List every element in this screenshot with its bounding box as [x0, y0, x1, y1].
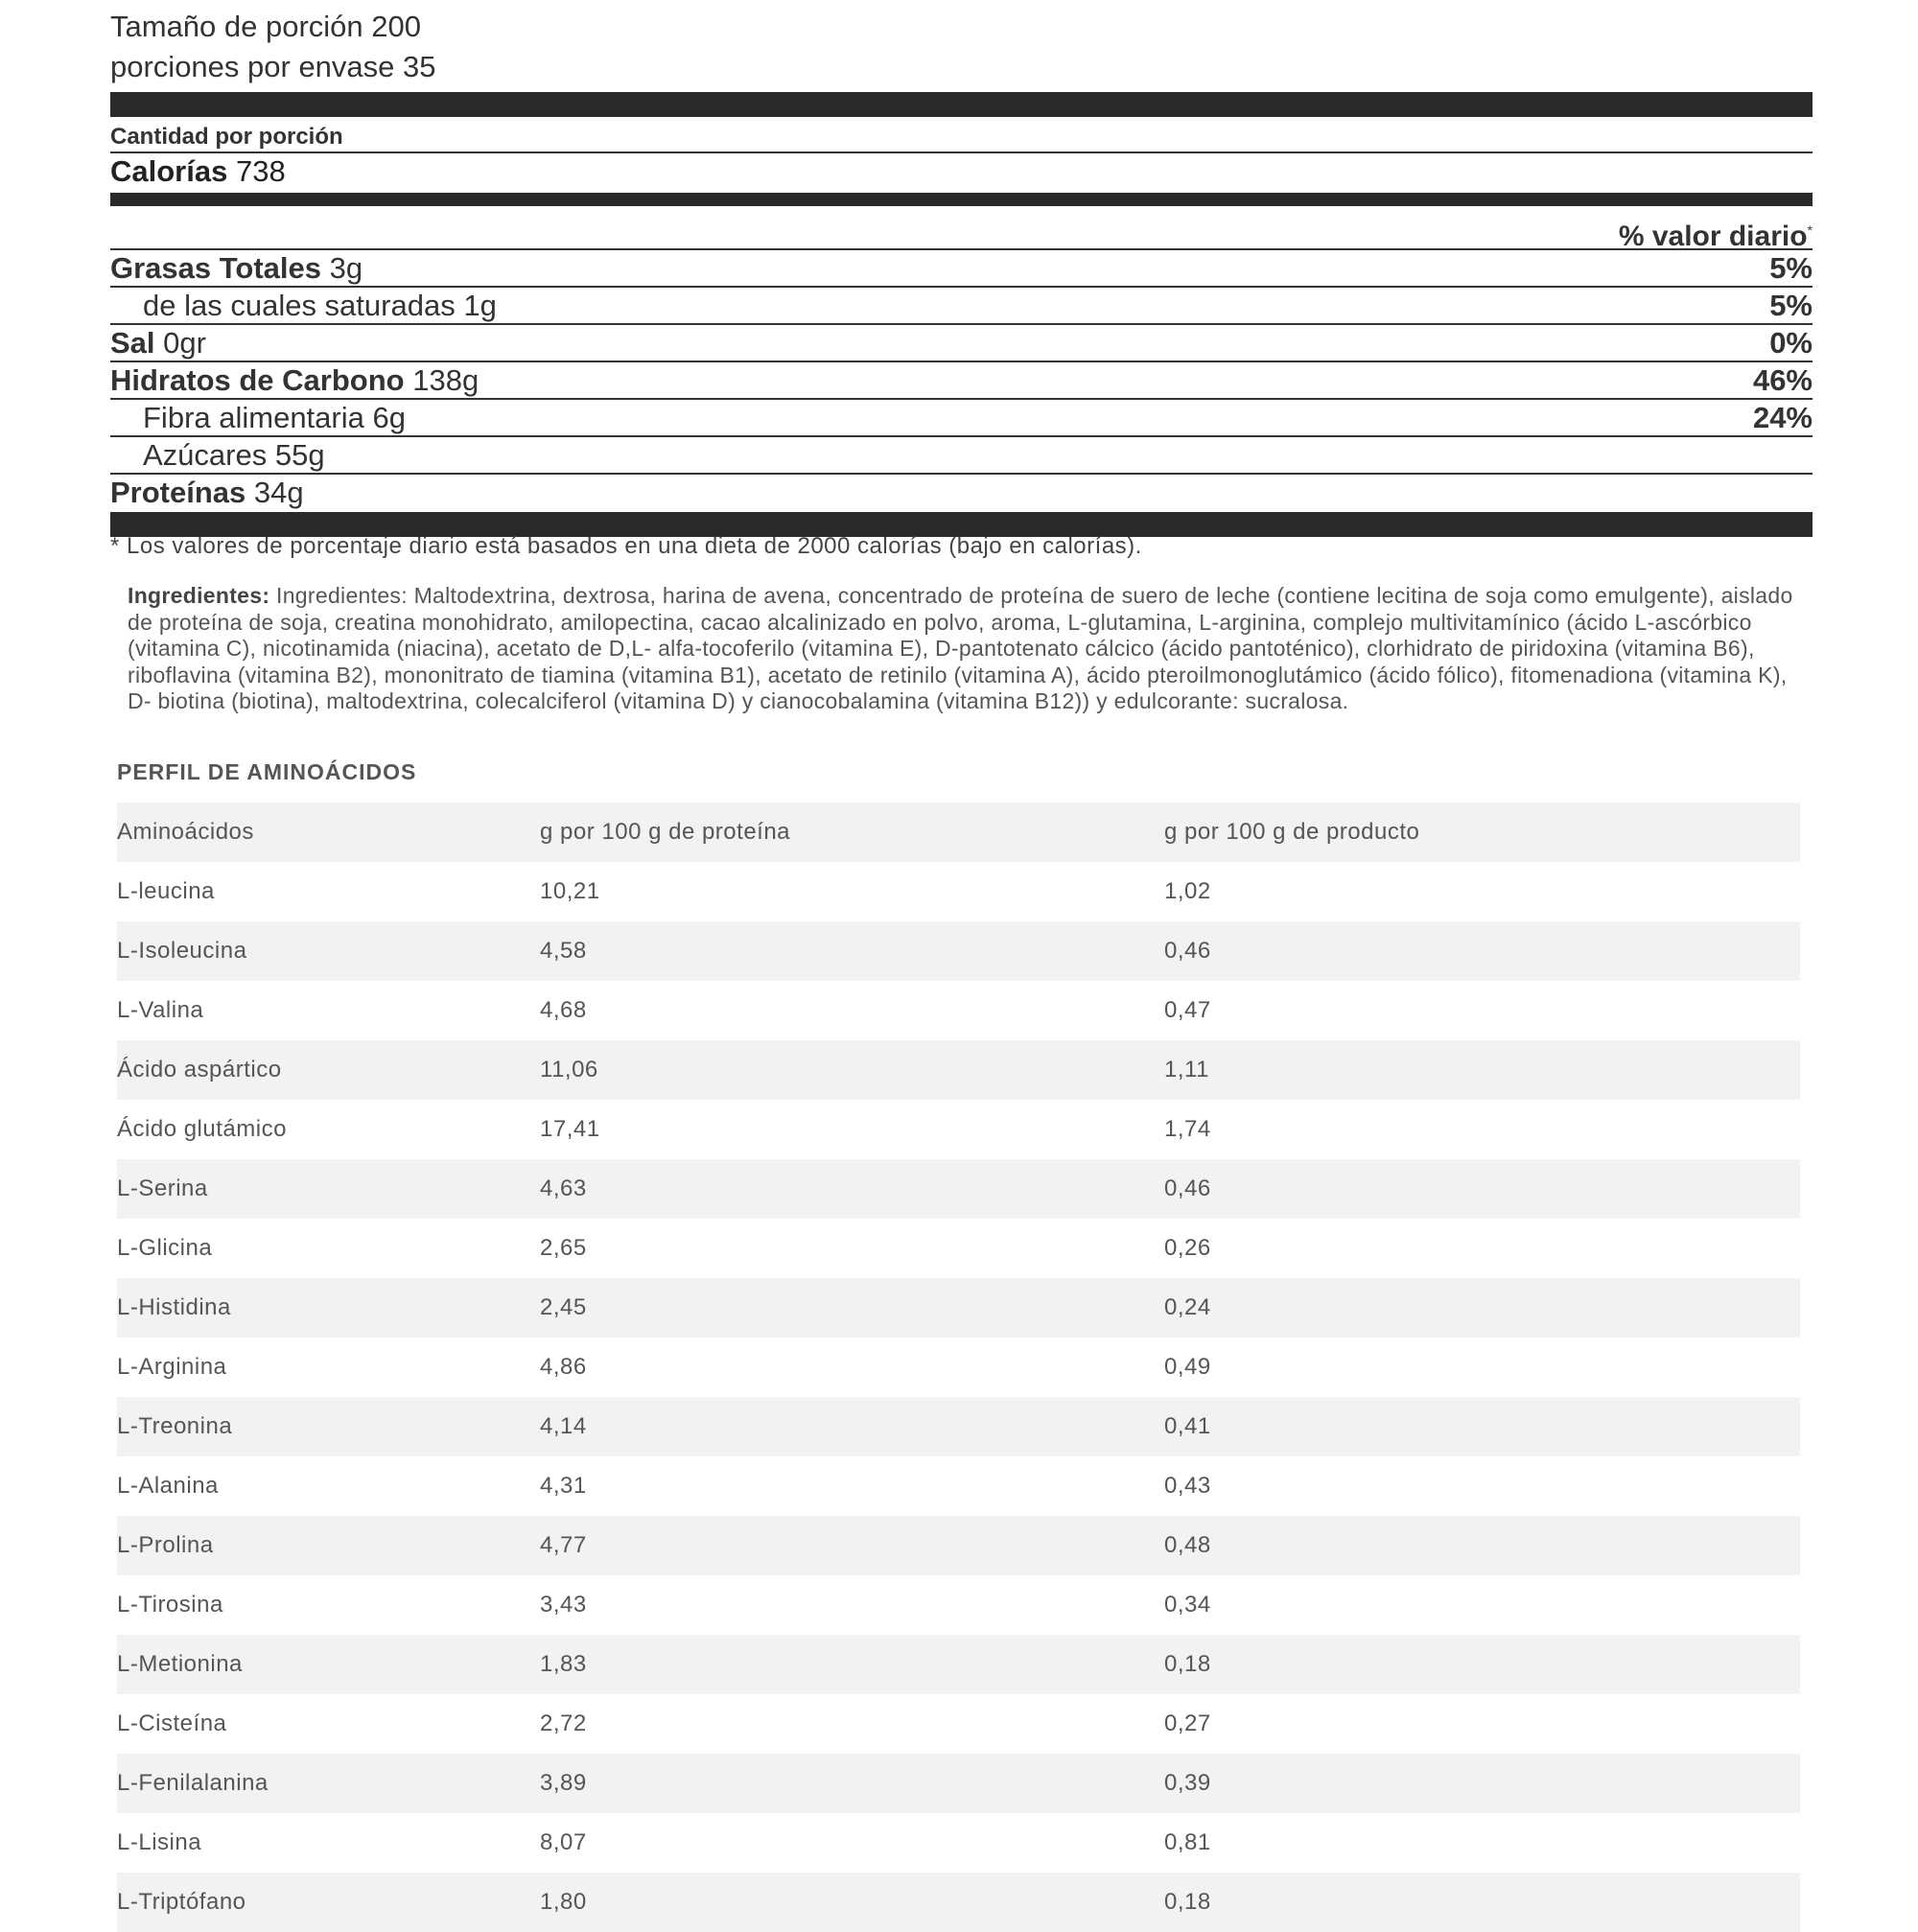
table-cell: L-Tirosina: [117, 1592, 223, 1618]
nutrient-name: Sal: [110, 325, 155, 360]
table-cell: L-Histidina: [117, 1294, 231, 1320]
table-row: [117, 1456, 1800, 1516]
nutrient-row: [110, 435, 1813, 473]
table-cell: 8,07: [540, 1829, 587, 1855]
ingredients: [128, 583, 1801, 715]
table-header-row: [117, 803, 1800, 862]
table-cell: L-Triptófano: [117, 1889, 246, 1915]
daily-value-marker: *: [1807, 222, 1813, 238]
nutrient-amount: 3g: [329, 250, 363, 285]
table-cell: 2,65: [540, 1235, 587, 1261]
table-cell: Ácido glutámico: [117, 1116, 287, 1142]
calories-label: Calorías: [110, 154, 228, 188]
table-cell: L-Treonina: [117, 1413, 233, 1439]
daily-value-footnote: * Los valores de porcentaje diario está basados en una dieta de 2000 calorías (bajo en calorías).: [110, 533, 1142, 559]
table-cell: Ácido aspártico: [117, 1057, 282, 1082]
table-cell: 0,81: [1164, 1829, 1211, 1855]
nutrient-daily-value: 24%: [1752, 400, 1813, 434]
table-cell: 0,46: [1164, 1175, 1211, 1201]
table-row: [117, 1635, 1800, 1694]
table-row: [117, 1159, 1800, 1219]
nutrient-amount: 55g: [274, 437, 325, 472]
table-row: [117, 981, 1800, 1040]
nutrient-daily-value: 5%: [1769, 288, 1813, 322]
table-cell: L-Lisina: [117, 1829, 202, 1855]
table-cell: 0,49: [1164, 1354, 1211, 1380]
table-cell: 0,39: [1164, 1770, 1211, 1796]
nutrient-label: [110, 289, 497, 323]
table-cell: 4,63: [540, 1175, 587, 1201]
table-cell: 1,80: [540, 1889, 587, 1915]
table-row: [117, 1338, 1800, 1397]
nutrient-label: [110, 438, 325, 473]
nutrient-daily-value: 46%: [1752, 362, 1813, 397]
daily-value-label: % valor diario: [1618, 221, 1808, 252]
table-cell: 0,46: [1164, 938, 1211, 964]
table-row: [117, 1219, 1800, 1278]
table-cell: 17,41: [540, 1116, 600, 1142]
table-cell: L-Valina: [117, 997, 204, 1023]
table-cell: L-Prolina: [117, 1532, 214, 1558]
table-row: [117, 1278, 1800, 1338]
ingredients-label: Ingredientes:: [128, 583, 270, 608]
table-cell: 1,83: [540, 1651, 587, 1677]
serving-size: Tamaño de porción 200: [110, 10, 422, 43]
calories-value: 738: [235, 154, 286, 188]
amino-table: [117, 803, 1800, 1932]
nutrient-name: Azúcares: [143, 437, 268, 472]
column-header: Aminoácidos: [117, 819, 254, 845]
table-cell: 10,21: [540, 878, 600, 904]
table-cell: 1,02: [1164, 878, 1211, 904]
table-row: [117, 1754, 1800, 1813]
table-cell: 11,06: [540, 1057, 598, 1082]
nutrient-name: Hidratos de Carbono: [110, 362, 405, 397]
amino-profile-title: PERFIL DE AMINOÁCIDOS: [117, 759, 417, 784]
table-cell: 0,43: [1164, 1473, 1211, 1499]
table-cell: L-Metionina: [117, 1651, 243, 1677]
nutrient-name: Grasas Totales: [110, 250, 321, 285]
table-cell: 4,14: [540, 1413, 587, 1439]
nutrient-row: [110, 286, 1813, 323]
table-cell: 0,48: [1164, 1532, 1211, 1558]
table-cell: 2,45: [540, 1294, 587, 1320]
table-cell: 4,68: [540, 997, 587, 1023]
nutrient-name: Proteínas: [110, 475, 246, 509]
table-cell: 1,11: [1164, 1057, 1209, 1082]
table-cell: L-Fenilalanina: [117, 1770, 269, 1796]
divider-thick: [110, 92, 1813, 117]
table-cell: 0,26: [1164, 1235, 1211, 1261]
table-cell: L-Arginina: [117, 1354, 227, 1380]
table-cell: 0,24: [1164, 1294, 1211, 1320]
nutrient-amount: 6g: [372, 400, 406, 434]
nutrient-amount: 34g: [253, 475, 304, 509]
table-cell: 1,74: [1164, 1116, 1211, 1142]
calories-row: [110, 153, 1813, 190]
table-row: [117, 921, 1800, 981]
nutrient-amount: 138g: [412, 362, 480, 397]
table-cell: 0,34: [1164, 1592, 1211, 1618]
table-row: [117, 1040, 1800, 1100]
table-cell: 2,72: [540, 1711, 587, 1736]
table-row: [117, 1397, 1800, 1456]
table-cell: 3,43: [540, 1592, 587, 1618]
nutrient-label: [110, 326, 206, 361]
table-cell: L-Isoleucina: [117, 938, 247, 964]
table-cell: 4,58: [540, 938, 587, 964]
table-cell: 3,89: [540, 1770, 587, 1796]
nutrition-facts: [110, 0, 1813, 537]
nutrient-label: [110, 363, 479, 398]
divider-medium: [110, 193, 1813, 206]
nutrient-row: [110, 473, 1813, 510]
nutrient-label: [110, 401, 406, 435]
column-header: g por 100 g de proteína: [540, 819, 791, 845]
table-cell: 0,18: [1164, 1651, 1211, 1677]
nutrient-label: [110, 251, 363, 286]
nutrient-list: [110, 248, 1813, 510]
table-cell: 0,47: [1164, 997, 1211, 1023]
table-row: [117, 1516, 1800, 1575]
daily-value-header: [110, 206, 1813, 252]
nutrient-label: [110, 476, 304, 510]
table-row: [117, 1100, 1800, 1159]
nutrient-name: de las cuales saturadas: [143, 288, 456, 322]
table-cell: L-Alanina: [117, 1473, 219, 1499]
nutrient-row: [110, 398, 1813, 435]
servings-per-container: porciones por envase 35: [110, 50, 436, 83]
table-cell: 0,41: [1164, 1413, 1211, 1439]
table-row: [117, 1873, 1800, 1932]
table-cell: 4,86: [540, 1354, 587, 1380]
nutrient-name: Fibra alimentaria: [143, 400, 364, 434]
column-header: g por 100 g de producto: [1164, 819, 1420, 845]
nutrient-row: [110, 323, 1813, 361]
table-cell: L-Serina: [117, 1175, 208, 1201]
table-row: [117, 862, 1800, 921]
table-cell: 0,27: [1164, 1711, 1211, 1736]
table-row: [117, 1694, 1800, 1754]
table-cell: 0,18: [1164, 1889, 1211, 1915]
nutrient-daily-value: 0%: [1769, 325, 1813, 360]
nutrient-amount: 1g: [463, 288, 497, 322]
table-cell: L-Cisteína: [117, 1711, 227, 1736]
nutrient-row: [110, 361, 1813, 398]
nutrient-amount: 0gr: [163, 325, 206, 360]
nutrient-row: [110, 248, 1813, 286]
table-cell: L-Glicina: [117, 1235, 213, 1261]
table-cell: 4,31: [540, 1473, 587, 1499]
amount-per-serving-header: Cantidad por porción: [110, 124, 343, 150]
table-row: [117, 1575, 1800, 1635]
ingredients-text: Ingredientes: Maltodextrina, dextrosa, harina de avena, concentrado de proteína de suero de leche (contiene lecitina de soja como emulgente), aislado de proteína de soja, creatina monohidrato, amilopectina, cacao alcalinizado en polvo, aroma, L-glutamina, L-arginina, complejo multivitamínico (ácido L-ascórbico (vitamina C), nicotinamida (niacina), acetato de D,L- alfa-tocoferilo (vitamina E), D-pantotenato cálcico (ácido pantoténico), clorhidrato de piridoxina (vitamina B6), riboflavina (vitamina B2), mononitrato de tiamina (vitamina B1), acetato de retinilo (vitamina A), ácido pteroilmonoglutámico (ácido fólico), fitomenadiona (vitamina K), D- biotina (biotina), maltodextrina, colecalciferol (vitamina D) y cianocobalamina (vitamina B12)) y edulcorante: sucralosa.: [128, 583, 1793, 713]
table-row: [117, 1813, 1800, 1873]
nutrient-daily-value: 5%: [1769, 250, 1813, 285]
table-cell: L-leucina: [117, 878, 215, 904]
table-cell: 4,77: [540, 1532, 587, 1558]
